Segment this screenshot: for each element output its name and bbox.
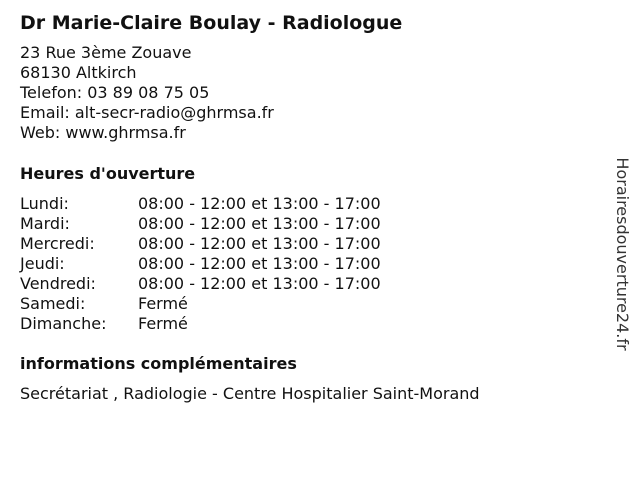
email-address: Email: alt-secr-radio@ghrmsa.fr [20,103,274,122]
day-label: Jeudi: [20,254,65,273]
street-address: 23 Rue 3ème Zouave [20,43,192,62]
day-label: Mercredi: [20,234,95,253]
day-label: Mardi: [20,214,70,233]
hours-heading: Heures d'ouverture [20,164,196,183]
time-range: Fermé [138,294,188,313]
site-watermark: Horairesdouverture24.fr [613,157,632,351]
time-range: 08:00 - 12:00 et 13:00 - 17:00 [138,274,381,293]
day-label: Samedi: [20,294,86,313]
phone-number: Telefon: 03 89 08 75 05 [20,83,210,102]
city-postcode: 68130 Altkirch [20,63,137,82]
day-label: Dimanche: [20,314,107,333]
day-label: Lundi: [20,194,69,213]
time-range: 08:00 - 12:00 et 13:00 - 17:00 [138,234,381,253]
time-range: 08:00 - 12:00 et 13:00 - 17:00 [138,254,381,273]
info-description: Secrétariat , Radiologie - Centre Hospitalier Saint-Morand [20,384,480,403]
time-range: 08:00 - 12:00 et 13:00 - 17:00 [138,194,381,213]
address-block [20,43,274,143]
time-range: Fermé [138,314,188,333]
website: Web: www.ghrmsa.fr [20,123,186,142]
info-text [20,384,480,404]
day-label: Vendredi: [20,274,96,293]
time-range: 08:00 - 12:00 et 13:00 - 17:00 [138,214,381,233]
page-title: Dr Marie-Claire Boulay - Radiologue [20,12,403,34]
info-heading: informations complémentaires [20,354,297,373]
